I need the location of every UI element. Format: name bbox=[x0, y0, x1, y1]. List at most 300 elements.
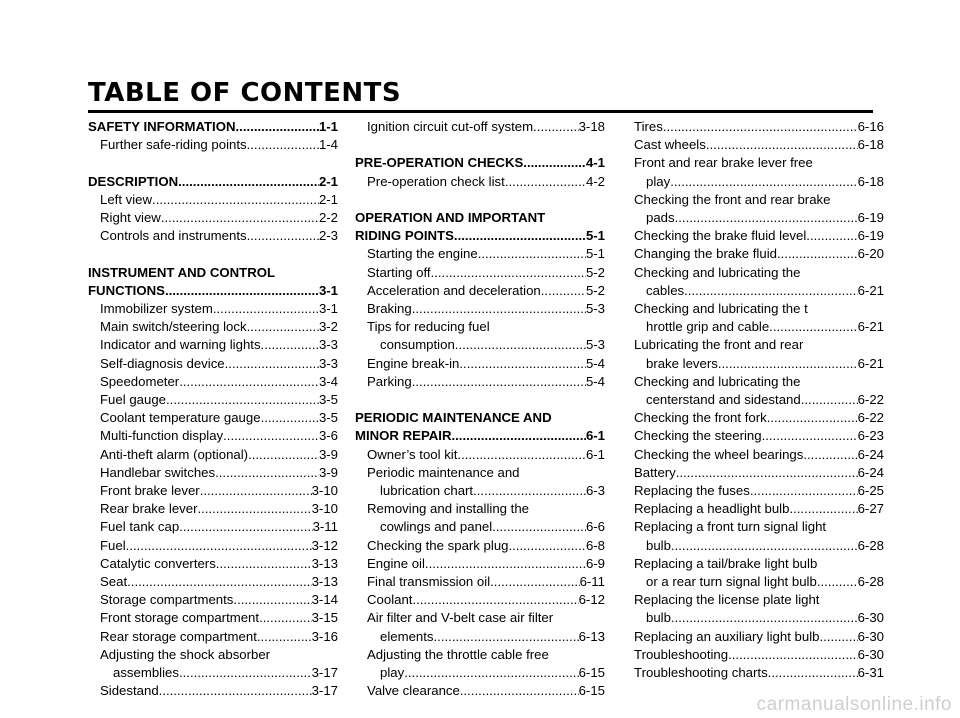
toc-entry-title: Replacing an auxiliary light bulb bbox=[634, 628, 820, 644]
toc-entry[interactable] bbox=[88, 500, 338, 518]
toc-entry-title: bulb bbox=[646, 610, 671, 626]
toc-page-number: 3-1 bbox=[318, 282, 338, 298]
toc-entry[interactable] bbox=[355, 336, 605, 354]
toc-page-number: 5-4 bbox=[585, 355, 605, 371]
toc-entry[interactable] bbox=[634, 609, 884, 627]
toc-entry bbox=[634, 264, 884, 282]
dot-leader bbox=[257, 628, 312, 646]
toc-column-1 bbox=[88, 118, 338, 700]
toc-entry-title: Acceleration and deceleration bbox=[367, 282, 541, 298]
toc-page-number: 6-15 bbox=[578, 683, 605, 699]
toc-page-number: 6-6 bbox=[585, 519, 605, 535]
toc-page-number: 3-17 bbox=[311, 683, 338, 699]
dot-leader bbox=[126, 537, 312, 555]
toc-entry[interactable] bbox=[355, 282, 605, 300]
toc-entry[interactable] bbox=[88, 136, 338, 154]
toc-entry-title: Parking bbox=[367, 373, 412, 389]
toc-entry-title: assemblies bbox=[113, 665, 179, 681]
toc-entry-title: Handlebar switches bbox=[100, 464, 216, 480]
toc-entry[interactable] bbox=[355, 355, 605, 373]
toc-entry[interactable] bbox=[355, 118, 605, 136]
toc-entry-title: Checking the steering bbox=[634, 428, 762, 444]
toc-entry[interactable] bbox=[355, 518, 605, 536]
dot-leader bbox=[259, 609, 312, 627]
toc-entry[interactable] bbox=[355, 591, 605, 609]
toc-page-number: 6-27 bbox=[857, 501, 884, 517]
toc-entry-title: Coolant bbox=[367, 592, 413, 608]
dot-leader bbox=[161, 209, 319, 227]
toc-entry-title: play bbox=[380, 665, 405, 681]
toc-entry[interactable] bbox=[88, 300, 338, 318]
toc-entry[interactable] bbox=[88, 555, 338, 573]
toc-section bbox=[355, 209, 605, 227]
toc-entry[interactable] bbox=[88, 373, 338, 391]
toc-entry-title: Anti-theft alarm (optional) bbox=[100, 446, 249, 462]
toc-page-number: 3-9 bbox=[318, 464, 338, 480]
dot-leader bbox=[819, 628, 857, 646]
toc-entry-title: Pre-operation check list bbox=[367, 173, 505, 189]
toc-entry-title: Further safe-riding points bbox=[100, 137, 247, 153]
toc-entry[interactable] bbox=[634, 427, 884, 445]
toc-entry bbox=[634, 300, 884, 318]
dot-leader bbox=[261, 336, 319, 354]
dot-leader bbox=[178, 173, 319, 191]
toc-entry-title: Fuel gauge bbox=[100, 392, 166, 408]
toc-entry-title: DESCRIPTION bbox=[88, 173, 179, 189]
toc-page-number: 6-1 bbox=[585, 446, 605, 462]
toc-entry[interactable] bbox=[634, 136, 884, 154]
toc-entry[interactable] bbox=[88, 209, 338, 227]
toc-page-number: 3-16 bbox=[311, 628, 338, 644]
dot-leader bbox=[451, 427, 585, 445]
toc-entry-title: SAFETY INFORMATION bbox=[88, 119, 236, 134]
toc-entry-title: Replacing a headlight bulb bbox=[634, 501, 790, 517]
toc-section[interactable] bbox=[355, 427, 605, 445]
dot-leader bbox=[801, 391, 858, 409]
toc-entry[interactable] bbox=[88, 537, 338, 555]
toc-entry[interactable] bbox=[88, 391, 338, 409]
dot-leader bbox=[236, 118, 319, 136]
toc-entry[interactable] bbox=[634, 664, 884, 682]
toc-section[interactable] bbox=[88, 173, 338, 191]
toc-page-number: 5-4 bbox=[585, 373, 605, 389]
toc-entry-title: Checking the wheel bearings bbox=[634, 446, 804, 462]
toc-entry bbox=[88, 646, 338, 664]
toc-page-number: 3-1 bbox=[318, 301, 338, 316]
toc-spacer bbox=[355, 191, 605, 209]
toc-page-number: 6-8 bbox=[585, 537, 605, 553]
toc-entry bbox=[355, 646, 605, 664]
dot-leader bbox=[247, 318, 319, 336]
toc-entry[interactable] bbox=[355, 537, 605, 555]
toc-page-number: 6-22 bbox=[857, 392, 884, 408]
toc-entry-title: play bbox=[646, 173, 671, 189]
dot-leader bbox=[523, 154, 586, 172]
toc-entry[interactable] bbox=[634, 355, 884, 373]
dot-leader bbox=[247, 227, 319, 245]
toc-entry-title: Checking the brake fluid level bbox=[634, 228, 807, 244]
toc-entry-title: Fuel tank cap bbox=[100, 519, 180, 535]
toc-column-2 bbox=[355, 118, 605, 700]
watermark: carmanualsonline.info bbox=[756, 694, 952, 715]
toc-entry[interactable] bbox=[355, 482, 605, 500]
dot-leader bbox=[412, 300, 586, 318]
toc-entry[interactable] bbox=[88, 664, 338, 682]
toc-entry[interactable] bbox=[634, 500, 884, 518]
toc-entry[interactable] bbox=[88, 573, 338, 591]
dot-leader bbox=[663, 118, 858, 136]
toc-entry[interactable] bbox=[634, 646, 884, 664]
toc-page-number: 5-2 bbox=[585, 264, 605, 280]
toc-entry bbox=[355, 318, 605, 336]
toc-entry[interactable] bbox=[634, 118, 884, 136]
toc-entry bbox=[634, 191, 884, 209]
toc-page-number: 6-25 bbox=[857, 483, 884, 499]
dot-leader bbox=[460, 682, 579, 700]
dot-leader bbox=[165, 282, 319, 300]
toc-entry[interactable] bbox=[88, 355, 338, 373]
toc-entry-title: Front storage compartment bbox=[100, 610, 260, 626]
toc-entry[interactable] bbox=[88, 336, 338, 354]
toc-page-number: 6-3 bbox=[585, 483, 605, 499]
toc-page-number: 2-3 bbox=[318, 228, 338, 244]
toc-entry-title: Catalytic converters bbox=[100, 555, 216, 571]
dot-leader bbox=[670, 173, 857, 191]
toc-entry-title: OPERATION AND IMPORTANT bbox=[355, 209, 546, 225]
toc-page-number: 5-1 bbox=[585, 246, 605, 262]
dot-leader bbox=[492, 518, 586, 536]
toc-entry[interactable] bbox=[634, 173, 884, 191]
dot-leader bbox=[459, 355, 586, 373]
toc-entry-title: FUNCTIONS bbox=[88, 282, 165, 298]
toc-entry-title: Ignition circuit cut-off system bbox=[367, 119, 534, 134]
dot-leader bbox=[767, 409, 858, 427]
toc-entry-title: Battery bbox=[634, 464, 676, 480]
toc-entry-title: Storage compartments bbox=[100, 592, 234, 608]
dot-leader bbox=[676, 464, 858, 482]
toc-entry-title: Controls and instruments bbox=[100, 228, 247, 244]
toc-entry-title: hrottle grip and cable bbox=[646, 319, 770, 335]
toc-entry bbox=[355, 464, 605, 482]
toc-entry-title: Replacing a front turn signal light bbox=[634, 519, 827, 535]
toc-page-number: 3-11 bbox=[312, 519, 338, 535]
toc-entry[interactable] bbox=[88, 191, 338, 209]
toc-entry-title: Starting the engine bbox=[367, 246, 478, 262]
toc-entry[interactable] bbox=[355, 245, 605, 263]
dot-leader bbox=[817, 573, 858, 591]
toc-entry bbox=[355, 609, 605, 627]
dot-leader bbox=[478, 245, 586, 263]
toc-page-number: 6-23 bbox=[857, 428, 884, 444]
toc-section[interactable] bbox=[355, 154, 605, 172]
toc-entry-title: Replacing the fuses bbox=[634, 483, 750, 499]
toc-entry-title: pads bbox=[646, 210, 675, 226]
dot-leader bbox=[671, 537, 858, 555]
toc-entry[interactable] bbox=[634, 482, 884, 500]
dot-leader bbox=[216, 555, 312, 573]
toc-entry-title: Troubleshooting bbox=[634, 646, 729, 662]
toc-page-number: 6-21 bbox=[857, 282, 884, 298]
toc-entry-title: Checking and lubricating the bbox=[634, 264, 801, 280]
dot-leader bbox=[803, 446, 857, 464]
dot-leader bbox=[434, 628, 579, 646]
toc-page-number: 6-16 bbox=[857, 119, 884, 134]
toc-page-number: 6-24 bbox=[857, 464, 884, 480]
toc-entry[interactable] bbox=[88, 682, 338, 700]
dot-leader bbox=[675, 209, 858, 227]
toc-entry[interactable] bbox=[355, 173, 605, 191]
toc-entry-title: Sidestand bbox=[100, 683, 159, 699]
toc-entry[interactable] bbox=[634, 573, 884, 591]
toc-entry-title: Left view bbox=[100, 191, 153, 207]
dot-leader bbox=[789, 500, 857, 518]
dot-leader bbox=[223, 427, 319, 445]
toc-entry[interactable] bbox=[634, 409, 884, 427]
dot-leader bbox=[261, 409, 319, 427]
toc-entry[interactable] bbox=[88, 427, 338, 445]
dot-leader bbox=[127, 573, 311, 591]
toc-entry-title: Starting off bbox=[367, 264, 431, 280]
toc-page-number: 5-3 bbox=[585, 337, 605, 353]
toc-page-number: 2-2 bbox=[318, 210, 338, 225]
dot-leader bbox=[777, 245, 858, 263]
toc-entry[interactable] bbox=[88, 591, 338, 609]
dot-leader bbox=[248, 446, 319, 464]
toc-entry[interactable] bbox=[634, 282, 884, 300]
toc-entry-title: Final transmission oil bbox=[367, 574, 491, 590]
toc-entry[interactable] bbox=[634, 209, 884, 227]
toc-section[interactable] bbox=[355, 227, 605, 245]
page-title: TABLE OF CONTENTS bbox=[88, 78, 402, 108]
toc-page-number: 6-31 bbox=[857, 665, 884, 681]
dot-leader bbox=[159, 682, 312, 700]
dot-leader bbox=[454, 227, 586, 245]
toc-entry bbox=[634, 336, 884, 354]
toc-page-number: 3-3 bbox=[318, 355, 338, 371]
toc-entry-title: INSTRUMENT AND CONTROL bbox=[88, 264, 276, 280]
toc-entry[interactable] bbox=[634, 391, 884, 409]
dot-leader bbox=[684, 282, 857, 300]
toc-entry[interactable] bbox=[88, 482, 338, 500]
toc-page-number: 3-15 bbox=[311, 610, 338, 626]
dot-leader bbox=[179, 373, 319, 391]
toc-page-number: 6-19 bbox=[857, 210, 884, 226]
toc-page-number: 6-24 bbox=[857, 446, 884, 462]
toc-entry-title: Self-diagnosis device bbox=[100, 355, 225, 371]
toc-entry-title: PERIODIC MAINTENANCE AND bbox=[355, 410, 552, 426]
toc-entry-title: bulb bbox=[646, 537, 671, 553]
toc-page-number: 2-1 bbox=[318, 191, 338, 207]
toc-entry[interactable] bbox=[88, 409, 338, 427]
dot-leader bbox=[179, 664, 312, 682]
toc-entry[interactable] bbox=[634, 245, 884, 263]
toc-page-number: 6-13 bbox=[578, 628, 605, 644]
toc-entry-title: Main switch/steering lock bbox=[100, 319, 247, 335]
toc-spacer bbox=[355, 391, 605, 409]
toc-page-number: 6-22 bbox=[857, 410, 884, 426]
dot-leader bbox=[197, 500, 311, 518]
toc-entry-title: Removing and installing the bbox=[367, 501, 530, 517]
toc-entry-title: consumption bbox=[380, 337, 455, 353]
toc-page-number: 4-1 bbox=[585, 155, 605, 171]
toc-entry-title: Indicator and warning lights bbox=[100, 337, 261, 353]
toc-page-number: 5-2 bbox=[585, 282, 605, 298]
toc-page-number: 3-9 bbox=[318, 446, 338, 462]
dot-leader bbox=[200, 482, 312, 500]
toc-entry-title: Fuel bbox=[100, 537, 126, 553]
toc-entry-title: Rear brake lever bbox=[100, 501, 198, 517]
toc-entry-title: Engine break-in bbox=[367, 355, 460, 371]
toc-entry[interactable] bbox=[88, 227, 338, 245]
toc-entry-title: Periodic maintenance and bbox=[367, 464, 520, 480]
toc-entry[interactable] bbox=[355, 264, 605, 282]
toc-entry[interactable] bbox=[355, 628, 605, 646]
toc-page-number: 6-30 bbox=[857, 646, 884, 662]
toc-entry[interactable] bbox=[355, 373, 605, 391]
dot-leader bbox=[425, 555, 586, 573]
toc-page-number: 3-4 bbox=[318, 373, 338, 389]
toc-page-number: 5-1 bbox=[585, 228, 605, 244]
toc-entry[interactable] bbox=[355, 664, 605, 682]
dot-leader bbox=[225, 355, 319, 373]
toc-page-number: 6-12 bbox=[578, 592, 605, 608]
toc-entry-title: lubrication chart bbox=[380, 483, 474, 499]
toc-entry-title: Owner’s tool kit bbox=[367, 446, 458, 462]
toc-entry[interactable] bbox=[88, 446, 338, 464]
toc-entry-title: Checking the spark plug bbox=[367, 537, 509, 553]
toc-entry[interactable] bbox=[355, 300, 605, 318]
toc-page-number: 3-2 bbox=[318, 319, 338, 335]
toc-section[interactable] bbox=[88, 118, 338, 136]
toc-page-number: 6-18 bbox=[857, 137, 884, 153]
toc-entry-title: or a rear turn signal light bulb bbox=[646, 574, 817, 590]
toc-entry-title: cables bbox=[646, 282, 685, 298]
dot-leader bbox=[152, 191, 319, 209]
dot-leader bbox=[247, 136, 319, 154]
toc-page-number: 3-10 bbox=[311, 501, 338, 517]
dot-leader bbox=[750, 482, 858, 500]
dot-leader bbox=[769, 318, 857, 336]
toc-entry-title: Multi-function display bbox=[100, 428, 224, 444]
toc-entry-title: Seat bbox=[100, 574, 128, 590]
toc-entry bbox=[634, 373, 884, 391]
dot-leader bbox=[533, 118, 578, 136]
toc-entry-title: cowlings and panel bbox=[380, 519, 493, 535]
toc-page-number: 1-4 bbox=[318, 137, 338, 153]
toc-page-number: 3-17 bbox=[311, 665, 338, 681]
toc-entry[interactable] bbox=[634, 446, 884, 464]
toc-entry-title: Troubleshooting charts bbox=[634, 665, 768, 681]
toc-entry[interactable] bbox=[88, 464, 338, 482]
toc-entry-title: Checking and lubricating the bbox=[634, 373, 801, 389]
toc-entry bbox=[634, 591, 884, 609]
dot-leader bbox=[412, 591, 578, 609]
dot-leader bbox=[213, 300, 319, 318]
dot-leader bbox=[412, 373, 586, 391]
toc-entry-title: Replacing a tail/brake light bulb bbox=[634, 555, 818, 571]
dot-leader bbox=[728, 646, 858, 664]
toc-entry-title: Coolant temperature gauge bbox=[100, 410, 261, 426]
toc-page-number: 3-13 bbox=[311, 574, 338, 590]
toc-entry[interactable] bbox=[355, 446, 605, 464]
dot-leader bbox=[541, 282, 586, 300]
toc-entry-title: Adjusting the shock absorber bbox=[100, 646, 271, 662]
dot-leader bbox=[490, 573, 579, 591]
toc-page-number: 3-14 bbox=[311, 592, 338, 608]
toc-entry[interactable] bbox=[88, 609, 338, 627]
toc-entry bbox=[634, 555, 884, 573]
toc-entry-title: elements bbox=[380, 628, 434, 644]
toc-page-number: 4-2 bbox=[585, 173, 605, 189]
dot-leader bbox=[762, 427, 858, 445]
toc-entry bbox=[355, 500, 605, 518]
toc-entry[interactable] bbox=[355, 555, 605, 573]
toc-page-number: 6-30 bbox=[857, 610, 884, 626]
toc-entry[interactable] bbox=[355, 573, 605, 591]
toc-page-number: 6-30 bbox=[857, 628, 884, 644]
toc-page-number: 6-1 bbox=[585, 428, 605, 444]
toc-entry-title: Replacing the license plate light bbox=[634, 592, 820, 608]
toc-entry[interactable] bbox=[634, 464, 884, 482]
toc-entry-title: PRE-OPERATION CHECKS bbox=[355, 155, 524, 171]
toc-page-number: 3-13 bbox=[311, 555, 338, 571]
dot-leader bbox=[768, 664, 858, 682]
dot-leader bbox=[404, 664, 578, 682]
toc-entry-title: MINOR REPAIR bbox=[355, 428, 452, 444]
dot-leader bbox=[508, 537, 585, 555]
toc-entry-title: Checking the front fork bbox=[634, 410, 767, 426]
toc-entry[interactable] bbox=[634, 537, 884, 555]
toc-page-number: 6-9 bbox=[585, 555, 605, 571]
toc-page-number: 3-18 bbox=[578, 119, 605, 134]
toc-section bbox=[355, 409, 605, 427]
toc-entry-title: Right view bbox=[100, 210, 161, 225]
toc-page-number: 6-19 bbox=[857, 228, 884, 244]
toc-entry[interactable] bbox=[88, 318, 338, 336]
toc-page-number: 3-12 bbox=[311, 537, 338, 553]
toc-entry-title: Air filter and V-belt case air filter bbox=[367, 610, 554, 626]
toc-page-number: 3-6 bbox=[318, 428, 338, 444]
toc-page-number: 6-20 bbox=[857, 246, 884, 262]
toc-entry[interactable] bbox=[88, 518, 338, 536]
dot-leader bbox=[166, 391, 319, 409]
toc-entry-title: Front and rear brake lever free bbox=[634, 155, 813, 171]
toc-page-number: 3-5 bbox=[318, 392, 338, 408]
toc-spacer bbox=[88, 245, 338, 263]
toc-entry[interactable] bbox=[634, 628, 884, 646]
toc-entry-title: Adjusting the throttle cable free bbox=[367, 646, 549, 662]
toc-entry-title: Tips for reducing fuel bbox=[367, 319, 490, 335]
toc-entry[interactable] bbox=[634, 318, 884, 336]
toc-page-number: 6-18 bbox=[857, 173, 884, 189]
toc-entry-title: Lubricating the front and rear bbox=[634, 337, 804, 353]
toc-page-number: 6-28 bbox=[857, 574, 884, 590]
toc-entry-title: Changing the brake fluid bbox=[634, 246, 777, 262]
toc-entry-title: Rear storage compartment bbox=[100, 628, 257, 644]
dot-leader bbox=[215, 464, 319, 482]
toc-entry[interactable] bbox=[634, 227, 884, 245]
dot-leader bbox=[455, 336, 586, 354]
toc-page-number: 2-1 bbox=[318, 173, 338, 189]
toc-entry bbox=[634, 518, 884, 536]
title-rule bbox=[88, 110, 873, 113]
dot-leader bbox=[179, 518, 312, 536]
dot-leader bbox=[806, 227, 857, 245]
toc-section[interactable] bbox=[88, 282, 338, 300]
dot-leader bbox=[505, 173, 586, 191]
toc-entry[interactable] bbox=[355, 682, 605, 700]
toc-entry[interactable] bbox=[88, 628, 338, 646]
